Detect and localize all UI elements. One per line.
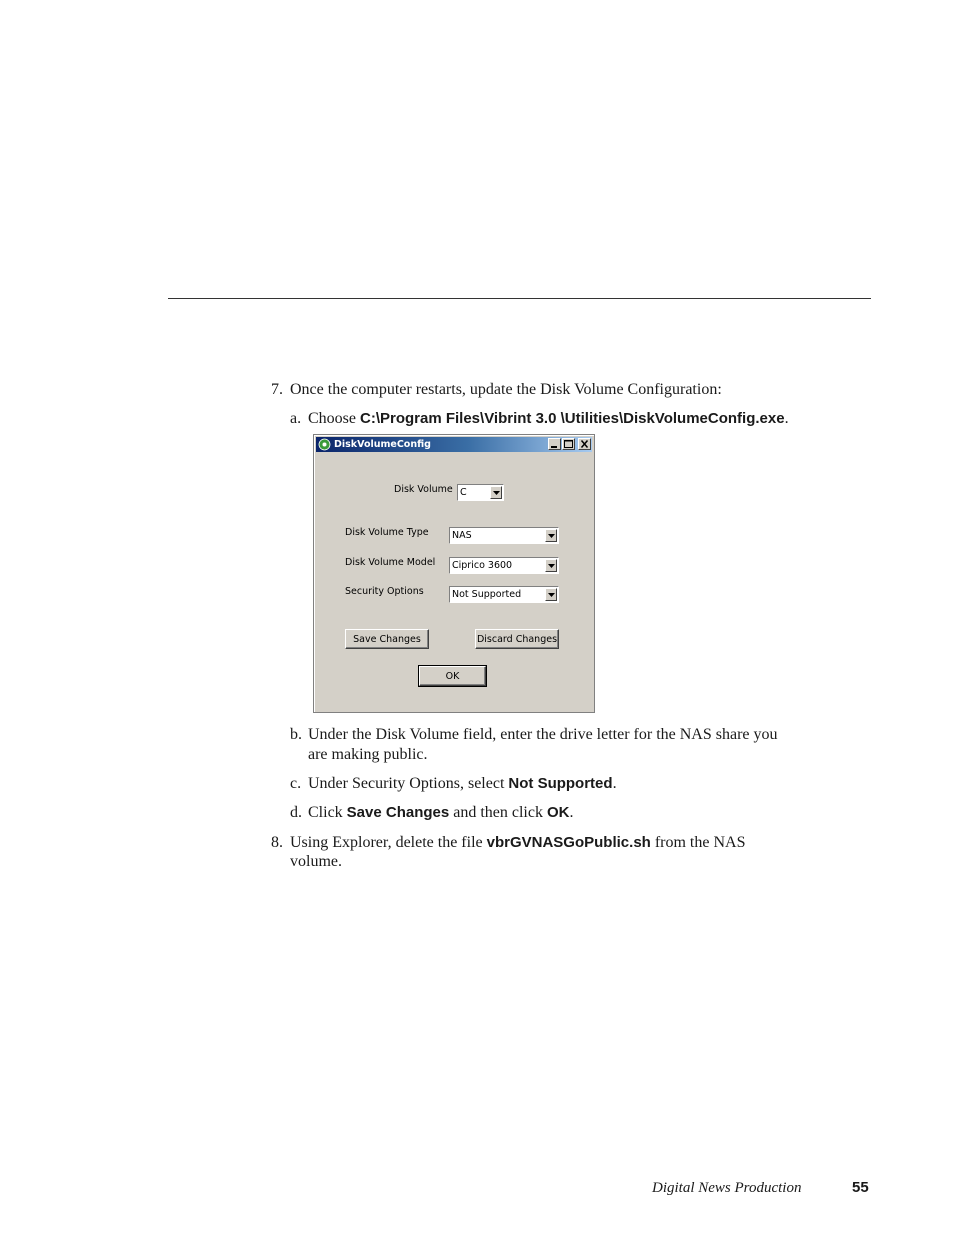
step-text-line-1: [290, 833, 745, 853]
step-text-line-2: volume.: [290, 853, 342, 870]
disk-volume-select[interactable]: [457, 484, 504, 501]
text-part: .: [612, 775, 617, 792]
text-part: Click: [308, 804, 347, 821]
step-text: Once the computer restarts, update the Disk Volume Configuration:: [290, 381, 722, 398]
ok-button[interactable]: OK: [419, 666, 486, 686]
text-part: from the NAS: [650, 834, 746, 851]
file-name: vbrGVNASGoPublic.sh: [486, 834, 651, 851]
step-a: [290, 409, 830, 429]
security-options-label: Security Options: [345, 586, 424, 597]
button-name: OK: [546, 804, 570, 821]
disk-volume-type-label: Disk Volume Type: [345, 527, 429, 538]
chevron-down-icon: [548, 593, 555, 597]
minimize-button[interactable]: [548, 438, 561, 450]
disk-volume-type-select[interactable]: [449, 527, 559, 544]
selected-value: C: [460, 487, 467, 498]
dropdown-button[interactable]: [490, 486, 502, 499]
option-name: Not Supported: [508, 775, 613, 792]
selected-value: Not Supported: [452, 589, 522, 600]
step-number: 7.: [271, 381, 283, 398]
maximize-button[interactable]: [562, 438, 575, 450]
step-d: [290, 803, 830, 823]
maximize-icon: [563, 439, 574, 449]
header-rule: [168, 298, 871, 299]
step-letter: d.: [290, 804, 302, 821]
text-part: .: [569, 804, 574, 821]
text-part: and then click: [449, 804, 547, 821]
step-8: [271, 833, 831, 873]
step-text-line-2: are making public.: [308, 746, 428, 763]
button-name: Save Changes: [346, 804, 450, 821]
step-text: [308, 409, 789, 429]
step-7: [271, 380, 791, 400]
text-part: Choose: [308, 410, 360, 427]
title-bar: [316, 437, 592, 452]
save-changes-button[interactable]: Save Changes: [345, 629, 429, 649]
disk-volume-config-window: [313, 434, 595, 713]
disk-volume-label: Disk Volume: [394, 484, 453, 495]
chevron-down-icon: [548, 534, 555, 538]
close-button[interactable]: [578, 438, 591, 450]
disk-volume-model-label: Disk Volume Model: [345, 557, 436, 568]
step-c: [290, 774, 830, 794]
security-options-select[interactable]: [449, 586, 559, 603]
selected-value: NAS: [452, 530, 472, 541]
step-letter: a.: [290, 410, 302, 427]
step-text: [308, 774, 617, 794]
file-path: C:\Program Files\Vibrint 3.0 \Utilities\DiskVolumeConfig.exe: [360, 410, 785, 427]
dropdown-button[interactable]: [545, 588, 557, 601]
disk-volume-model-select[interactable]: [449, 557, 559, 574]
text-part: Under Security Options, select: [308, 775, 509, 792]
dropdown-button[interactable]: [545, 529, 557, 542]
text-part: Using Explorer, delete the file: [290, 834, 487, 851]
page-number: 55: [852, 1179, 869, 1196]
selected-value: Ciprico 3600: [452, 560, 513, 571]
close-icon: [579, 439, 590, 449]
app-icon: [318, 438, 331, 451]
step-b: [290, 725, 830, 765]
footer-title: Digital News Production: [652, 1180, 802, 1196]
dropdown-button[interactable]: [545, 559, 557, 572]
window-title: DiskVolumeConfig: [334, 439, 431, 450]
discard-changes-button[interactable]: Discard Changes: [475, 629, 559, 649]
minimize-icon: [549, 439, 560, 449]
step-number: 8.: [271, 834, 283, 851]
step-letter: c.: [290, 775, 302, 792]
chevron-down-icon: [493, 491, 500, 495]
text-part: .: [784, 410, 789, 427]
step-letter: b.: [290, 726, 302, 743]
chevron-down-icon: [548, 564, 555, 568]
step-text-line-1: Under the Disk Volume field, enter the drive letter for the NAS share you: [308, 726, 778, 743]
step-text: [308, 803, 573, 823]
